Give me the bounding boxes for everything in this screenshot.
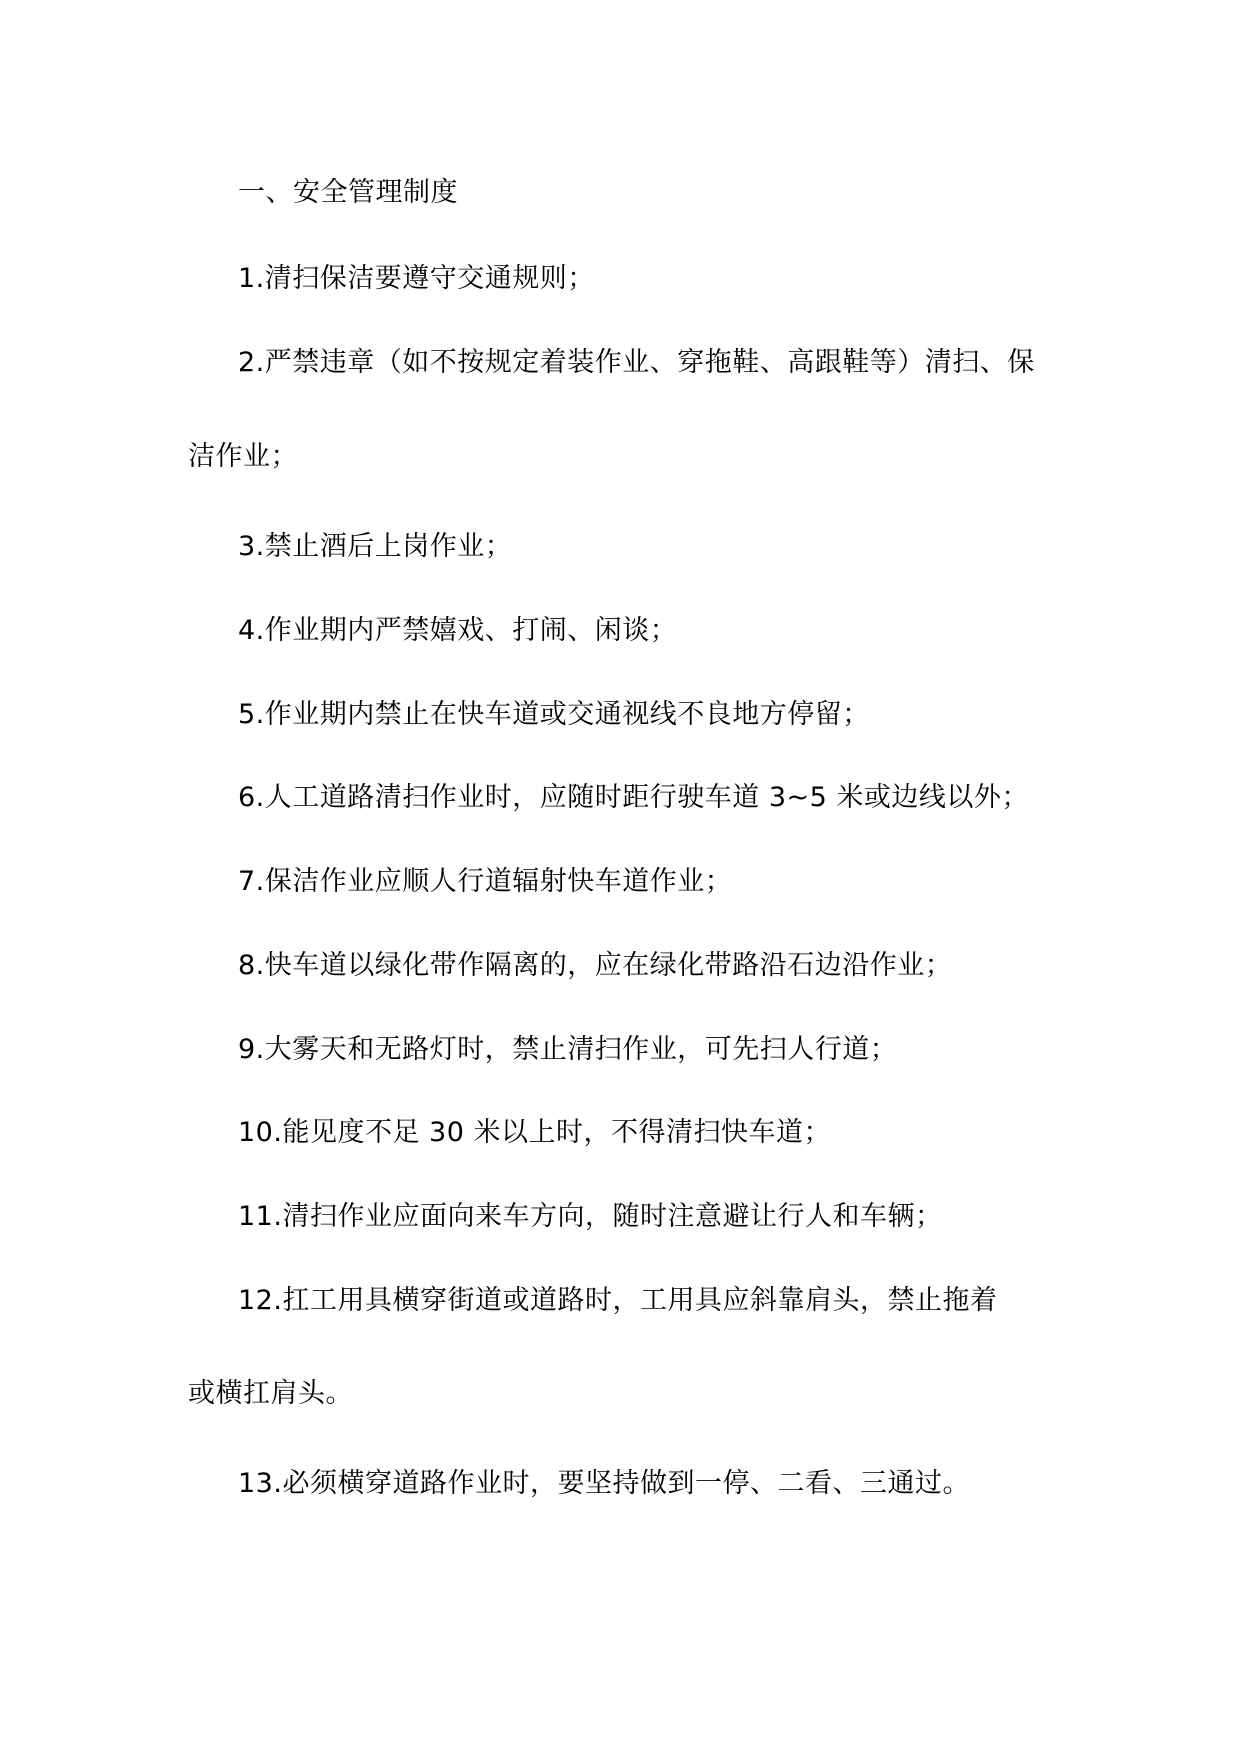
rule-2-line-2: 洁作业；	[188, 441, 298, 472]
rule-8: 8.快车道以绿化带作隔离的，应在绿化带路沿石边沿作业；	[238, 950, 953, 981]
rule-12-line-2: 或横扛肩头。	[188, 1378, 353, 1409]
rule-3: 3.禁止酒后上岗作业；	[238, 531, 513, 562]
rule-11: 11.清扫作业应面向来车方向，随时注意避让行人和车辆；	[238, 1201, 943, 1232]
rule-4: 4.作业期内严禁嬉戏、打闹、闲谈；	[238, 615, 678, 646]
rule-2-line-1: 2.严禁违章（如不按规定着装作业、穿拖鞋、高跟鞋等）清扫、保	[238, 347, 1035, 378]
rule-10: 10.能见度不足 30 米以上时，不得清扫快车道；	[238, 1117, 831, 1148]
rule-7: 7.保洁作业应顺人行道辐射快车道作业；	[238, 866, 733, 897]
rule-13: 13.必须横穿道路作业时，要坚持做到一停、二看、三通过。	[238, 1468, 970, 1499]
rule-1: 1.清扫保洁要遵守交通规则；	[238, 263, 595, 294]
rule-9: 9.大雾天和无路灯时，禁止清扫作业，可先扫人行道；	[238, 1034, 898, 1065]
page-heading: 一、安全管理制度	[238, 177, 458, 208]
rule-5: 5.作业期内禁止在快车道或交通视线不良地方停留；	[238, 699, 870, 730]
rule-12-line-1: 12.扛工用具横穿街道或道路时，工用具应斜靠肩头，禁止拖着	[238, 1285, 998, 1316]
rule-6: 6.人工道路清扫作业时，应随时距行驶车道 3~5 米或边线以外；	[238, 782, 1029, 813]
